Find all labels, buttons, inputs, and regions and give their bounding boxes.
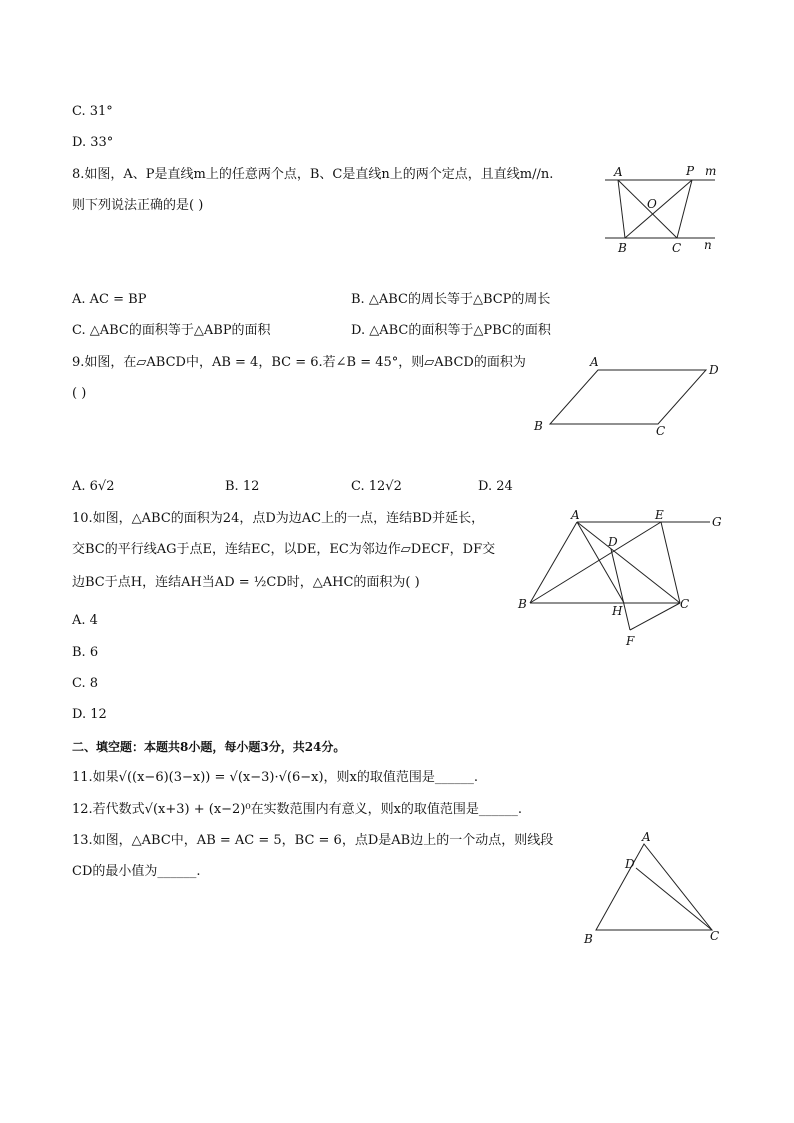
q13-stem-line2: CD的最小值为______. bbox=[72, 864, 201, 879]
segment-pb bbox=[625, 180, 692, 238]
label-b: B bbox=[534, 419, 543, 433]
segment-ac bbox=[577, 522, 680, 603]
q11-stem: 11.如果√((x−6)(3−x)) = √(x−3)·√(6−x)，则x的取值范围是______. bbox=[72, 770, 478, 785]
q9-option-c: C. 12√2 bbox=[351, 479, 402, 494]
label-p: P bbox=[686, 164, 695, 178]
q8-option-a: A. AC = BP bbox=[72, 292, 147, 307]
label-c: C bbox=[656, 424, 666, 438]
q8-option-d: D. △ABC的面积等于△PBC的面积 bbox=[351, 323, 551, 338]
q13-figure bbox=[578, 830, 728, 948]
label-g: G bbox=[712, 515, 722, 529]
q13-stem-line1: 13.如图，△ABC中，AB = AC = 5，BC = 6，点D是AB边上的一个动点，则线段 bbox=[72, 833, 554, 848]
label-h: H bbox=[612, 604, 623, 618]
q9-option-d: D. 24 bbox=[478, 479, 513, 494]
label-c: C bbox=[710, 929, 720, 943]
q8-stem-line1: 8.如图，A、P是直线m上的任意两个点，B、C是直线n上的两个定点，且直线m//n. bbox=[72, 167, 554, 182]
label-c: C bbox=[672, 241, 682, 255]
q7-option-c: C. 31° bbox=[72, 104, 113, 119]
segment-pc bbox=[677, 180, 692, 238]
segment-be bbox=[530, 522, 661, 603]
q10-option-a: A. 4 bbox=[72, 613, 98, 628]
label-d: D bbox=[625, 857, 635, 871]
q9-option-b: B. 12 bbox=[225, 479, 260, 494]
segment-ab bbox=[618, 180, 625, 238]
section-heading-fill-in: 二、填空题：本题共8小题，每小题3分，共24分。 bbox=[72, 740, 346, 754]
segment-fc bbox=[630, 603, 680, 630]
q10-stem-line2: 交BC的平行线AG于点E，连结EC，以DE，EC为邻边作▱DECF，DF交 bbox=[72, 542, 496, 557]
parallelogram-abcd bbox=[550, 370, 706, 424]
q7-option-d: D. 33° bbox=[72, 135, 114, 150]
q10-stem-line1: 10.如图，△ABC的面积为24，点D为边AC上的一点，连结BD并延长， bbox=[72, 511, 485, 526]
label-d: D bbox=[608, 535, 618, 549]
label-a: A bbox=[571, 508, 580, 522]
triangle-abc bbox=[596, 844, 712, 930]
segment-ab bbox=[530, 522, 577, 603]
q10-figure bbox=[510, 505, 735, 650]
q10-option-d: D. 12 bbox=[72, 707, 107, 722]
q8-option-c: C. △ABC的面积等于△ABP的面积 bbox=[72, 323, 271, 338]
label-f: F bbox=[626, 634, 635, 648]
label-a: A bbox=[590, 355, 599, 369]
q9-figure bbox=[528, 352, 728, 442]
label-c: C bbox=[680, 597, 690, 611]
q8-stem-line2: 则下列说法正确的是( ) bbox=[72, 198, 204, 213]
label-n: n bbox=[704, 238, 712, 252]
q10-option-b: B. 6 bbox=[72, 645, 99, 660]
label-d: D bbox=[709, 363, 719, 377]
q12-stem: 12.若代数式√(x+3) + (x−2)⁰在实数范围内有意义，则x的取值范围是______. bbox=[72, 802, 523, 817]
q9-stem-line1: 9.如图，在▱ABCD中，AB = 4，BC = 6.若∠B = 45°，则▱ABCD的面积为 bbox=[72, 355, 526, 370]
label-b: B bbox=[618, 241, 627, 255]
label-b: B bbox=[584, 932, 593, 946]
label-e: E bbox=[655, 508, 664, 522]
label-a: A bbox=[614, 165, 623, 179]
label-b: B bbox=[518, 597, 527, 611]
q9-stem-line2: ( ) bbox=[72, 386, 87, 401]
q10-stem-line3: 边BC于点H，连结AH当AD = ½CD时，△AHC的面积为( ) bbox=[72, 575, 420, 590]
q9-option-a: A. 6√2 bbox=[72, 479, 115, 494]
q8-figure bbox=[600, 160, 730, 255]
label-o: O bbox=[647, 197, 657, 211]
label-m: m bbox=[705, 164, 717, 178]
label-a: A bbox=[642, 830, 651, 844]
q10-option-c: C. 8 bbox=[72, 676, 99, 691]
q8-option-b: B. △ABC的周长等于△BCP的周长 bbox=[351, 292, 551, 307]
segment-cd bbox=[636, 868, 712, 930]
